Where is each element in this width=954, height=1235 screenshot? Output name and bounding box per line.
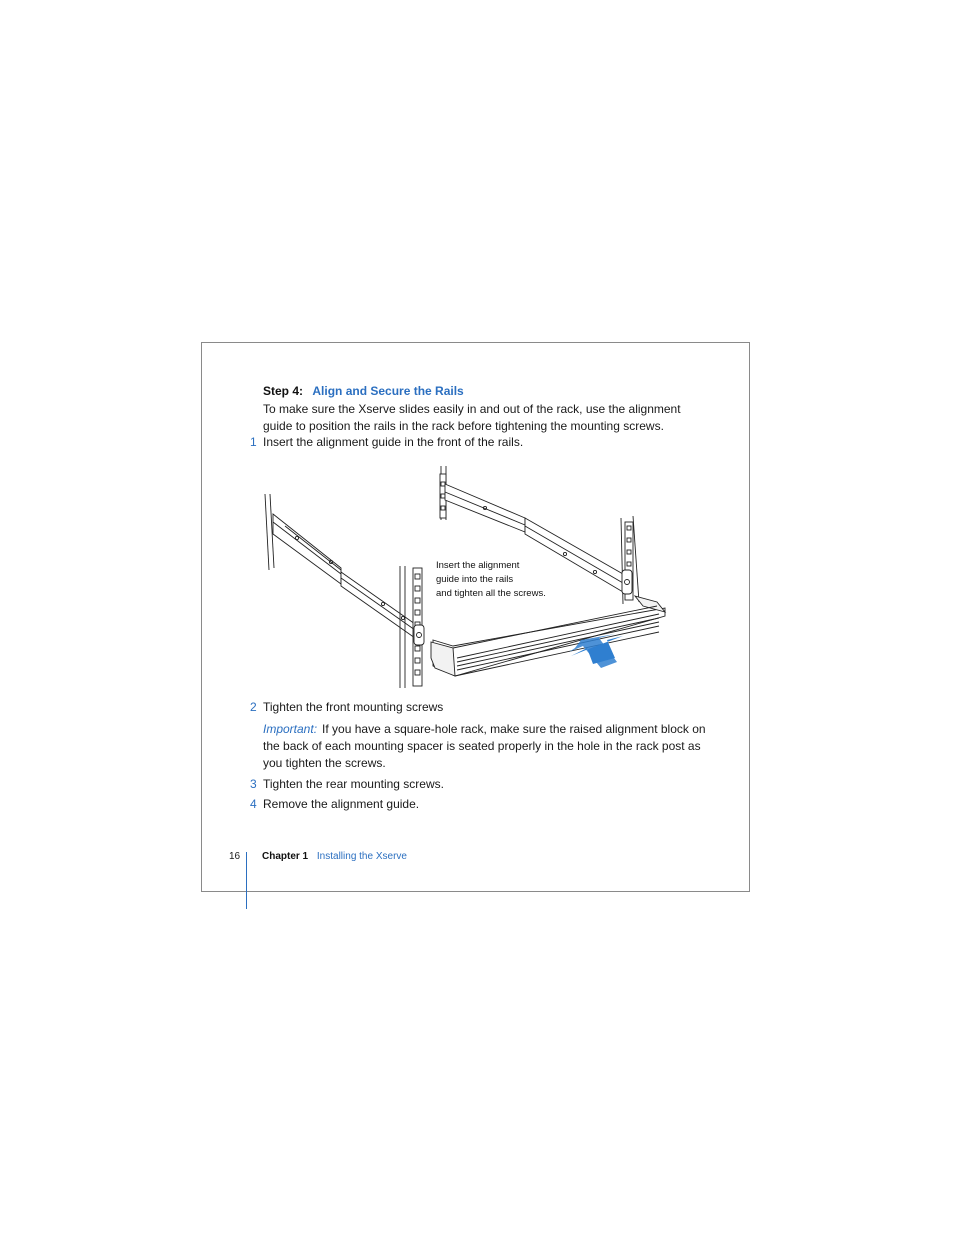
item-text: Tighten the rear mounting screws. bbox=[263, 777, 444, 791]
step-label: Step 4: bbox=[263, 384, 304, 398]
chapter-label: Chapter 1 bbox=[262, 851, 309, 862]
footer-chapter bbox=[262, 851, 407, 862]
callout-line: guide into the rails bbox=[436, 574, 514, 585]
callout-line: Insert the alignment bbox=[436, 560, 520, 571]
intro-paragraph: To make sure the Xserve slides easily in and out of the rack, use the alignment guide to position the rails in the rack before tightening the mounting screws. bbox=[263, 402, 681, 433]
important-label: Important: bbox=[263, 722, 318, 736]
item-text: Remove the alignment guide. bbox=[263, 797, 420, 811]
callout-line: and tighten all the screws. bbox=[436, 588, 546, 599]
item-text: Insert the alignment guide in the front of the rails. bbox=[263, 435, 524, 449]
callout-text bbox=[436, 559, 546, 601]
item-text: Tighten the front mounting screws bbox=[263, 700, 444, 714]
important-text: If you have a square-hole rack, make sure the raised alignment block on the back of each mounting spacer is seated properly in the hole in the rack post as you tighten the screws. bbox=[263, 722, 706, 770]
item-number: 1 bbox=[250, 435, 257, 449]
item-number: 3 bbox=[250, 777, 257, 791]
item-number: 4 bbox=[250, 797, 257, 811]
step-title: Align and Secure the Rails bbox=[312, 384, 464, 398]
step-heading bbox=[263, 384, 464, 398]
chapter-title[interactable]: Installing the Xserve bbox=[316, 851, 407, 862]
page-number: 16 bbox=[229, 851, 241, 862]
rail-illustration bbox=[255, 462, 675, 694]
footer-rule bbox=[246, 852, 247, 909]
item-number: 2 bbox=[250, 700, 257, 714]
important-note bbox=[263, 721, 713, 772]
